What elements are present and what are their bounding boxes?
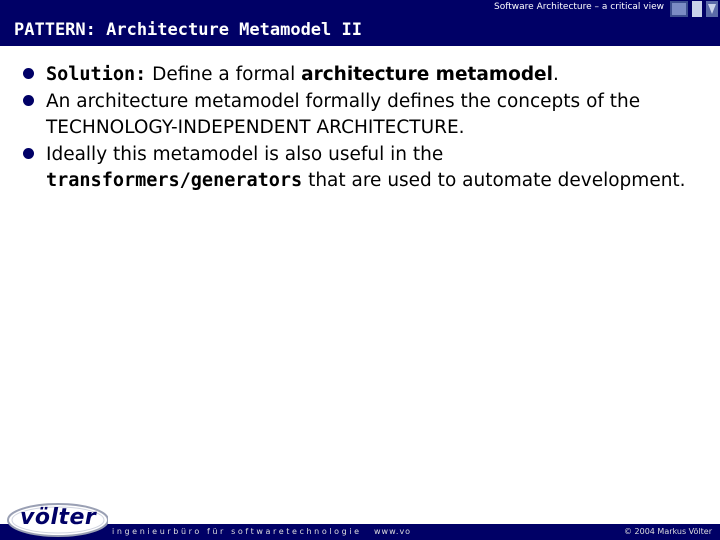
slide-subtitle: Software Architecture – a critical view [494, 2, 664, 12]
logo-text: völter [20, 505, 97, 530]
bullet-item [20, 142, 700, 195]
bullet-list [20, 62, 700, 195]
bullet-icon [23, 95, 34, 106]
slide-title: PATTERN: Architecture Metamodel II [14, 20, 362, 40]
bullet-emphasis: architecture metamodel [301, 64, 553, 85]
bullet-label: Solution: [46, 64, 147, 85]
bullet-text: Ideally this metamodel is also useful in the [46, 143, 444, 165]
bullet-text: Define a formal [146, 64, 302, 85]
footer-url: www.vo [374, 527, 412, 536]
bullet-text: An architecture metamodel formally defines the concepts of the TECHNOLOGY-INDEPENDENT ARCHITECTURE. [46, 90, 641, 138]
bullet-icon [23, 148, 34, 159]
footer-tagline: ingenieurbüro für softwaretechnologie [112, 527, 362, 536]
bullet-icon [23, 68, 34, 79]
bullet-emphasis: transformers/generators [46, 170, 303, 191]
bullet-text: that are used to automate development. [302, 170, 686, 191]
bullet-item [20, 62, 700, 89]
header-decoration-icon [666, 0, 720, 18]
company-logo [4, 500, 108, 540]
footer-copyright: © 2004 Markus Völter [623, 527, 712, 536]
bullet-text: . [552, 64, 559, 85]
header-bar [0, 0, 720, 46]
footer [0, 500, 720, 540]
bullet-item [20, 89, 700, 142]
